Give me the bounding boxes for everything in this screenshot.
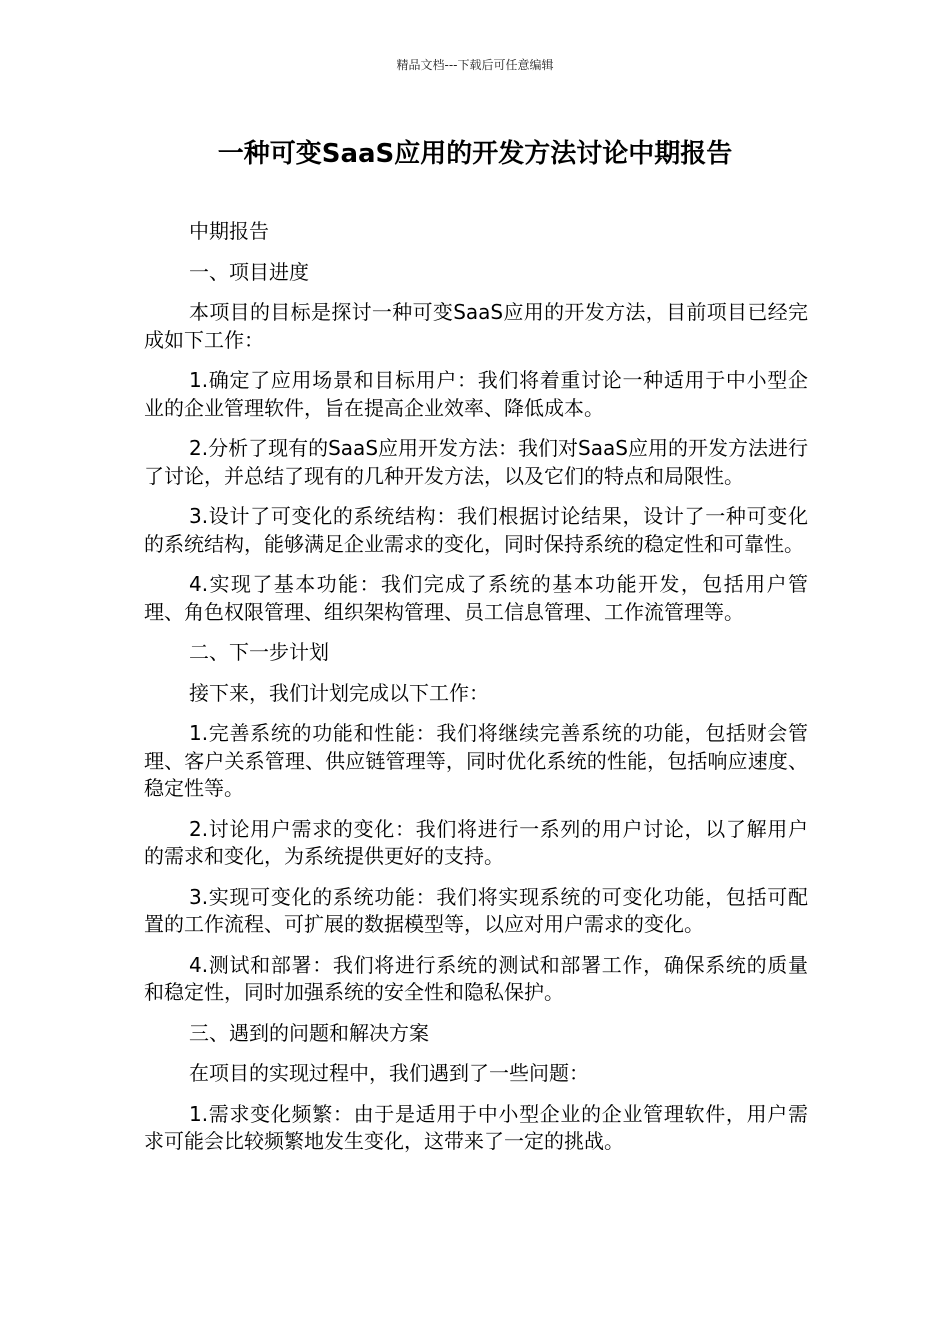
paragraph: 接下来，我们计划完成以下工作： [189,680,489,705]
list-item: 1.完善系统的功能和性能：我们将继续完善系统的功能，包括财会管理、客户关系管理、供应链管理等，同时优化系统的性能，包括响应速度、稳定性等。 [144,721,808,800]
list-item: 2.讨论用户需求的变化：我们将进行一系列的用户讨论，以了解用户的需求和变化，为系统提供更好的支持。 [144,816,808,868]
document-title: 一种可变SaaS应用的开发方法讨论中期报告 [217,139,733,169]
paragraph: 本项目的目标是探讨一种可变SaaS应用的开发方法，目前项目已经完成如下工作： [144,300,808,352]
list-item: 3.实现可变化的系统功能：我们将实现系统的可变化功能，包括可配置的工作流程、可扩展的数据模型等，以应对用户需求的变化。 [144,884,808,936]
list-item: 4.测试和部署：我们将进行系统的测试和部署工作，确保系统的质量和稳定性，同时加强系统的安全性和隐私保护。 [144,952,808,1004]
list-item: 1.确定了应用场景和目标用户：我们将着重讨论一种适用于中小型企业的企业管理软件，旨在提高企业效率、降低成本。 [144,368,808,420]
paragraph: 中期报告 [189,219,269,243]
section-heading: 一、项目进度 [189,259,309,284]
list-item: 3.设计了可变化的系统结构：我们根据讨论结果，设计了一种可变化的系统结构，能够满足企业需求的变化，同时保持系统的稳定性和可靠性。 [144,504,808,556]
header-note: 精品文档---下载后可任意编辑 [396,58,554,72]
list-item: 4.实现了基本功能：我们完成了系统的基本功能开发，包括用户管理、角色权限管理、组织架构管理、员工信息管理、工作流管理等。 [144,572,808,624]
document-body [144,218,808,1169]
list-item: 1.需求变化频繁：由于是适用于中小型企业的企业管理软件，用户需求可能会比较频繁地发生变化，这带来了一定的挑战。 [144,1101,808,1153]
paragraph: 在项目的实现过程中，我们遇到了一些问题： [189,1061,589,1085]
section-heading: 三、遇到的问题和解决方案 [189,1020,429,1045]
section-heading: 二、下一步计划 [189,640,329,664]
list-item: 2.分析了现有的SaaS应用开发方法：我们对SaaS应用的开发方法进行了讨论，并总结了现有的几种开发方法，以及它们的特点和局限性。 [144,436,808,488]
